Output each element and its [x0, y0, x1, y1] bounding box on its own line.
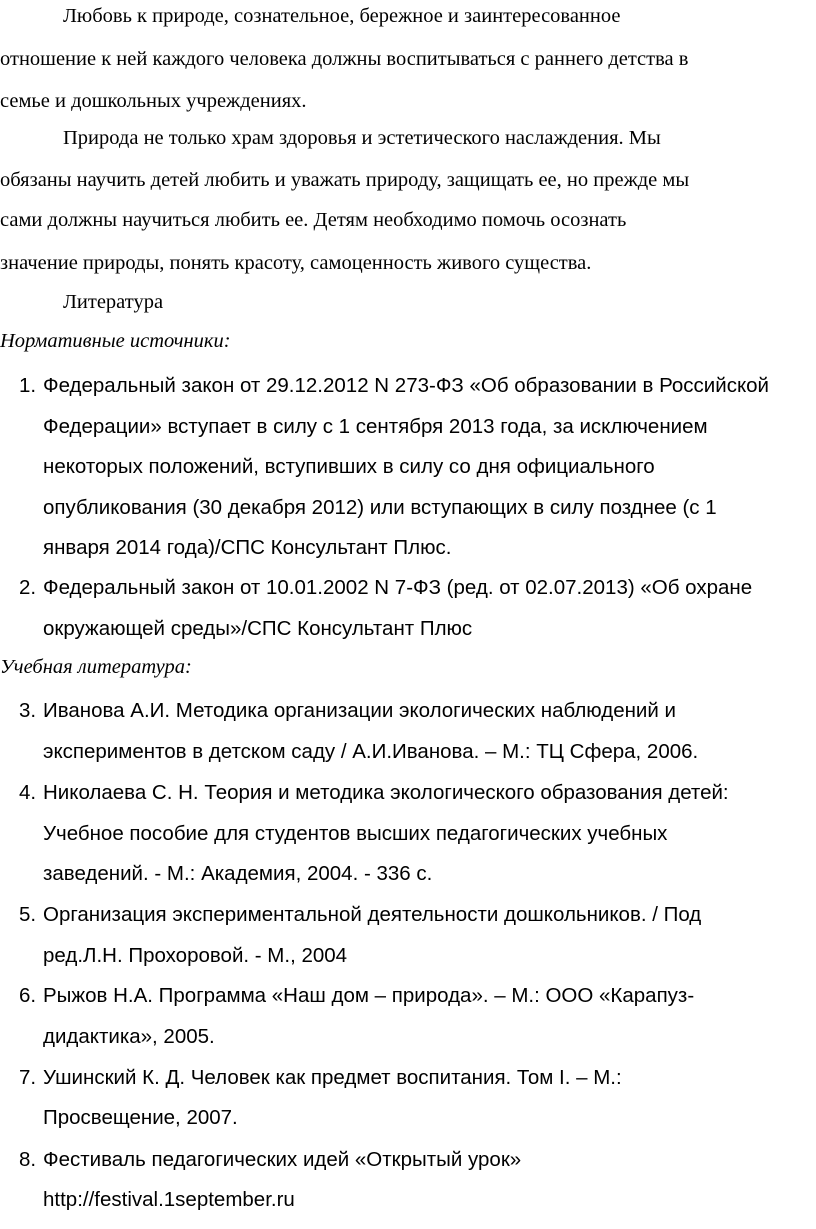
reference-line: Николаева С. Н. Теория и методика экологического образования детей:	[43, 781, 729, 804]
reference-line: Организация экспериментальной деятельности дошкольников. / Под	[43, 903, 702, 926]
reference-number: 2.	[19, 576, 37, 599]
reference-line: экспериментов в детском саду / А.И.Иванова. – М.: ТЦ Сфера, 2006.	[43, 740, 699, 763]
paragraph-line: Любовь к природе, сознательное, бережное и заинтересованное	[63, 5, 621, 27]
paragraph-line: значение природы, понять красоту, самоценность живого существа.	[0, 252, 592, 274]
reference-number: 6.	[19, 984, 37, 1007]
reference-line: Иванова А.И. Методика организации экологических наблюдений и	[43, 699, 676, 722]
paragraph-line: сами должны научиться любить ее. Детям необходимо помочь осознать	[0, 209, 627, 231]
literature-heading: Литература	[63, 291, 164, 313]
reference-line: Учебное пособие для студентов высших педагогических учебных	[43, 822, 668, 845]
reference-number: 3.	[19, 699, 37, 722]
reference-number: 1.	[19, 374, 37, 397]
reference-line: Ушинский К. Д. Человек как предмет воспитания. Том I. – М.:	[43, 1066, 622, 1089]
paragraph-line: отношение к ней каждого человека должны воспитываться с раннего детства в	[0, 48, 689, 70]
reference-line: Федеральный закон от 10.01.2002 N 7-ФЗ (ред. от 02.07.2013) «Об охране	[43, 576, 753, 599]
reference-line: некоторых положений, вступивших в силу со дня официального	[43, 455, 655, 478]
reference-number: 4.	[19, 781, 37, 804]
reference-line: Просвещение, 2007.	[43, 1106, 238, 1129]
reference-link[interactable]: http://festival.1september.ru	[43, 1188, 295, 1211]
reference-line: Федерации» вступает в силу с 1 сентября 2013 года, за исключением	[43, 415, 708, 438]
reference-line: Фестиваль педагогических идей «Открытый урок»	[43, 1148, 522, 1171]
reference-line: дидактика», 2005.	[43, 1025, 215, 1048]
reference-line: Рыжов Н.А. Программа «Наш дом – природа». – М.: ООО «Карапуз-	[43, 984, 695, 1007]
reference-number: 5.	[19, 903, 37, 926]
reference-line: заведений. - М.: Академия, 2004. - 336 с.	[43, 862, 433, 885]
educational-literature-heading: Учебная литература:	[0, 656, 192, 678]
reference-line: опубликования (30 декабря 2012) или вступающих в силу позднее (с 1	[43, 496, 717, 519]
reference-line: ред.Л.Н. Прохоровой. - М., 2004	[43, 944, 348, 967]
paragraph-line: Природа не только храм здоровья и эстетического наслаждения. Мы	[63, 127, 661, 149]
paragraph-line: семье и дошкольных учреждениях.	[0, 90, 307, 112]
reference-line: окружающей среды»/СПС Консультант Плюс	[43, 617, 473, 640]
reference-line: Федеральный закон от 29.12.2012 N 273-ФЗ «Об образовании в Российской	[43, 374, 769, 397]
reference-number: 8.	[19, 1148, 37, 1171]
normative-sources-heading: Нормативные источники:	[0, 330, 231, 352]
paragraph-line: обязаны научить детей любить и уважать природу, защищать ее, но прежде мы	[0, 169, 690, 191]
reference-number: 7.	[19, 1066, 37, 1089]
reference-line: января 2014 года)/СПС Консультант Плюс.	[43, 536, 452, 559]
